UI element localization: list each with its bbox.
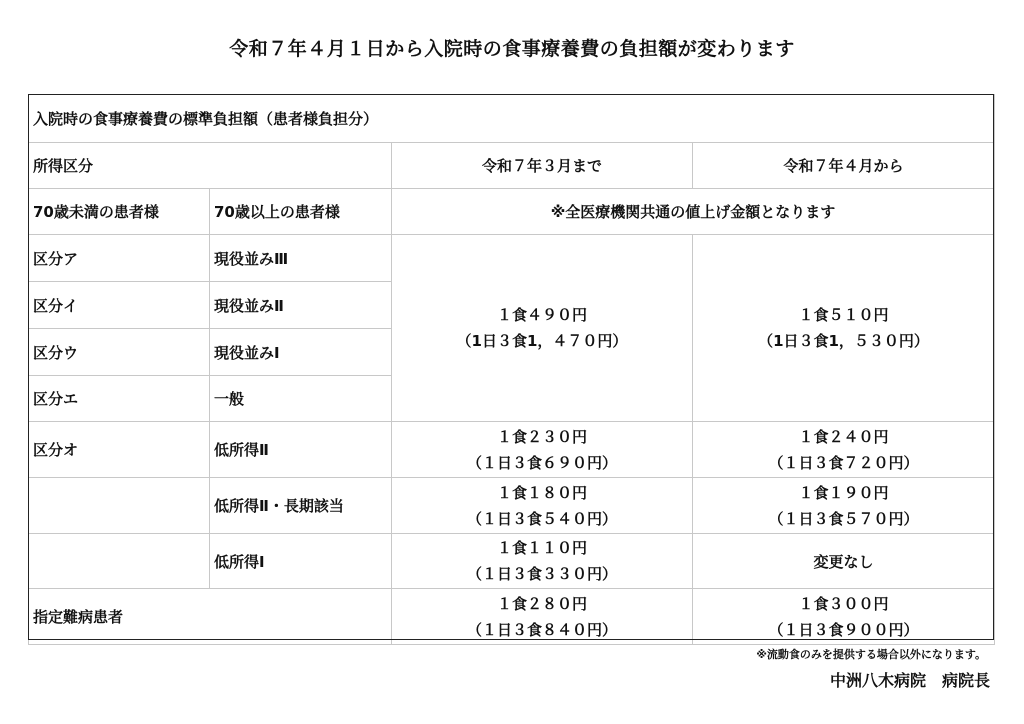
low2-before-cell	[392, 422, 693, 478]
footnote: ※流動食のみを提供する場合以外になります。	[756, 648, 986, 661]
intractable-before-cell	[392, 589, 693, 645]
general-after-cell	[693, 235, 995, 422]
price-per-day: （１日３食９００円）	[768, 620, 919, 639]
row-over70-label: 低所得Ⅰ	[210, 534, 392, 589]
row-over70-label: 低所得Ⅱ・長期該当	[210, 478, 392, 534]
price-per-day: （１日３食５４０円）	[466, 509, 617, 528]
column-header-after: 令和７年４月から	[693, 143, 995, 189]
price-per-meal: １食３００円	[798, 594, 889, 613]
income-category-header: 所得区分	[29, 143, 392, 189]
over70-header: 70歳以上の患者様	[210, 189, 392, 235]
row-under70-label: 区分オ	[29, 422, 210, 478]
row-over70-label: 一般	[210, 376, 392, 422]
price-per-meal: １食２８０円	[496, 594, 587, 613]
general-before-cell	[392, 235, 693, 422]
price-per-day: （１日３食８４０円）	[466, 620, 617, 639]
low2-long-before-cell	[392, 478, 693, 534]
price-per-day: （１日３食５７０円）	[768, 509, 919, 528]
intractable-disease-label: 指定難病患者	[29, 589, 392, 645]
row-under70-label	[29, 478, 210, 534]
row-under70-label: 区分イ	[29, 282, 210, 329]
price-per-meal: １食１１０円	[496, 539, 587, 557]
meal-fee-table	[28, 94, 995, 645]
hospital-signature: 中洲八木病院 病院長	[829, 671, 990, 690]
price-per-meal: １食１９０円	[798, 483, 889, 502]
row-under70-label: 区分ウ	[29, 329, 210, 376]
price-per-day: （１日３食６９０円）	[466, 453, 617, 472]
price-per-meal: １食２３０円	[496, 427, 587, 446]
price-per-meal: １食４９０円	[496, 306, 587, 324]
price-per-day: （１日３食７２０円）	[768, 453, 919, 472]
row-over70-label: 現役並みⅠ	[210, 329, 392, 376]
price-per-day: （1日３食1，４７０円）	[456, 332, 628, 350]
price-per-meal: １食２４０円	[798, 427, 889, 446]
price-per-meal: １食５１０円	[798, 306, 889, 324]
row-over70-label: 現役並みⅡ	[210, 282, 392, 329]
low2-after-cell	[693, 422, 995, 478]
row-over70-label: 現役並みⅢ	[210, 235, 392, 282]
low1-before-cell	[392, 534, 693, 589]
low1-after-cell: 変更なし	[693, 534, 995, 589]
row-over70-label: 低所得Ⅱ	[210, 422, 392, 478]
low2-long-after-cell	[693, 478, 995, 534]
under70-header: 70歳未満の患者様	[29, 189, 210, 235]
row-under70-label: 区分エ	[29, 376, 210, 422]
intractable-after-cell	[693, 589, 995, 645]
common-increase-note: ※全医療機関共通の値上げ金額となります	[392, 189, 995, 235]
price-per-day: （1日３食1，５３０円）	[758, 332, 929, 350]
row-under70-label: 区分ア	[29, 235, 210, 282]
table-caption: 入院時の食事療養費の標準負担額（患者様負担分）	[29, 95, 995, 143]
row-under70-label	[29, 534, 210, 589]
price-per-day: （１日３食３３０円）	[466, 565, 617, 583]
column-header-before: 令和７年３月まで	[392, 143, 693, 189]
page-title: 令和７年４月１日から入院時の食事療養費の負担額が変わります	[229, 38, 795, 60]
price-per-meal: １食１８０円	[496, 483, 587, 502]
